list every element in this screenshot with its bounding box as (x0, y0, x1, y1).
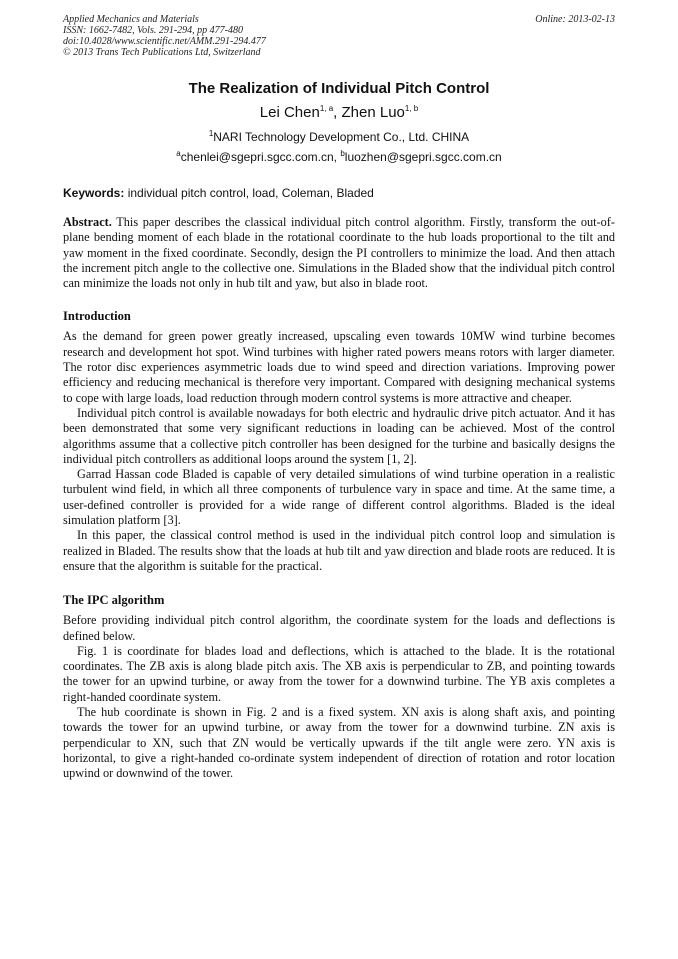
author-superscript: 1, a (319, 104, 334, 113)
paragraph: Garrad Hassan code Bladed is capable of very detailed simulations of wind turbine operation in a realistic turbulent wind field, in which all three components of turbulence vary in space and time. At the same time, a user-defined controller is provided for a wide range of different control algorithms. Bladed is the ideal simulation platform [3]. (63, 467, 615, 528)
online-date: Online: 2013-02-13 (535, 14, 615, 25)
journal-header (63, 14, 615, 58)
paper-title: The Realization of Individual Pitch Control (188, 80, 490, 97)
copyright-line: © 2013 Trans Tech Publications Ltd, Switzerland (63, 47, 261, 58)
paragraph: Before providing individual pitch control algorithm, the coordinate system for the loads and deflections is defined below. (63, 613, 615, 643)
email-superscript: a (176, 149, 181, 158)
paragraph: As the demand for green power greatly increased, upscaling even towards 10MW wind turbine becomes research and development hot spot. Wind turbines with higher rated powers means rotors with larger diameter. The rotor disc experiences asymmetric loads due to wind speed and direction variations. Improving power efficiency and reducing mechanical is therefore very important. Compared with designing mechanical systems to cope with large loads, load reduction through modern control systems is more attractive and cheaper. (63, 329, 615, 405)
author-name: Lei Chen (259, 104, 320, 121)
email-separator: , (333, 150, 341, 164)
section-heading-ipc-algorithm: The IPC algorithm (63, 593, 165, 608)
paper-body (63, 215, 615, 782)
abstract-label: Abstract. (63, 215, 112, 229)
paragraph: Fig. 1 is coordinate for blades load and deflections, which is attached to the blade. It is the rotational coordinates. The ZB axis is along blade pitch axis. The XB axis is perpendicular to ZB, and pointing towards the tower for an upwind turbine, or away from the tower for a downwind turbine. The YB axis completes a right-handed coordinate system. (63, 643, 615, 704)
abstract (63, 215, 615, 291)
journal-name: Applied Mechanics and Materials (63, 14, 199, 25)
affiliation (0, 130, 678, 144)
email-superscript: b (340, 149, 345, 158)
email-address[interactable]: chenlei@sgepri.sgcc.com.cn (180, 150, 334, 164)
issn-line: ISSN: 1662-7482, Vols. 291-294, pp 477-480 (63, 25, 243, 36)
email-address[interactable]: luozhen@sgepri.sgcc.com.cn (344, 150, 502, 164)
paragraph: The hub coordinate is shown in Fig. 2 and is a fixed system. XN axis is along shaft axis, and pointing towards the tower for an upwind turbine, or away from the tower for a downwind turbine. ZN axis is perpendicular to XN, such that ZN would be vertically upwards if the tilt angle were zero. YN axis is horizontal, to give a right-handed co-ordinate system independent of direction of rotation and rotor location upwind or downwind of the tower. (63, 705, 615, 781)
abstract-text: This paper describes the classical individual pitch control algorithm. Firstly, transform the out-of-plane bending moment of each blade in the rotational coordinate to the hub loads proportional to the tilt and yaw moment in the fixed coordinate. Secondly, design the PI controllers to minimize the load. And then attach the increment pitch angle to the collective one. Simulations in the Bladed show that the individual pitch control can minimize the loads not only in hub tilt and yaw, but also in blade root. (63, 215, 615, 291)
author-name: Zhen Luo (341, 104, 405, 121)
affiliation-superscript: 1 (208, 129, 214, 138)
paragraph: Individual pitch control is available nowadays for both electric and hydraulic drive pitch actuator. And it has been demonstrated that some very significant reductions in loading can be achieved. Most of the control algorithms assume that a collective pitch controller has been designed for the turbine and basically designs the individual pitch controllers as additional loops around the system [1, 2]. (63, 405, 615, 466)
author-superscript: 1, b (404, 104, 419, 113)
author-separator: , (333, 104, 342, 121)
affiliation-text: NARI Technology Development Co., Ltd. CHINA (213, 130, 470, 144)
author-emails (0, 150, 678, 164)
section-heading-introduction: Introduction (63, 309, 131, 324)
author-list (0, 104, 678, 121)
doi-line: doi:10.4028/www.scientific.net/AMM.291-294.477 (63, 36, 266, 47)
keywords-label: Keywords: (63, 186, 125, 200)
paragraph: In this paper, the classical control method is used in the individual pitch control loop and simulation is realized in Bladed. The results show that the loads at hub tilt and yaw direction and blade roots are reduced. It is ensure that the algorithm is suitable for the practical. (63, 528, 615, 573)
keywords-text: individual pitch control, load, Coleman, Bladed (124, 186, 374, 200)
keywords (63, 186, 615, 200)
